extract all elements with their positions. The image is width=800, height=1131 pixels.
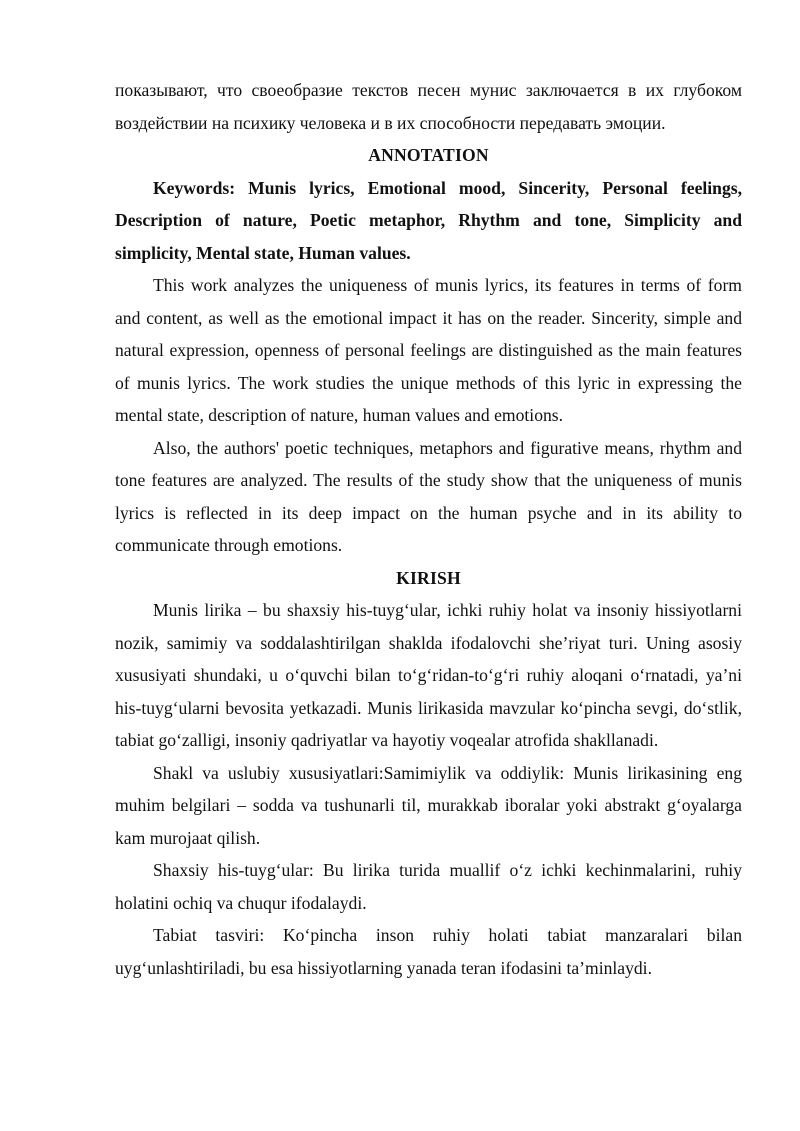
kirish-paragraph-3: Shaxsiy his-tuyg‘ular: Bu lirika turida muallif o‘z ichki kechinmalarini, ruhiy holatini ochiq va chuqur ifodalaydi. — [115, 860, 742, 913]
annotation-paragraph-1: This work analyzes the uniqueness of munis lyrics, its features in terms of form and content, as well as the emotional impact it has on the reader. Sincerity, simple and natural expression, openness of personal feelings are distinguished as the main features of munis lyrics. The work studies the unique methods of this lyric in expressing the mental state, description of nature, human values and emotions. — [115, 275, 742, 425]
kirish-paragraph-2: Shakl va uslubiy xususiyatlari:Samimiylik va oddiylik: Munis lirikasining eng muhim belgilari – sodda va tushunarli til, murakkab iboralar yoki abstrakt g‘oyalarga kam murojaat qilish. — [115, 762, 742, 848]
annotation-heading: ANNOTATION — [368, 145, 489, 165]
annotation-paragraph-2: Also, the authors' poetic techniques, metaphors and figurative means, rhythm and tone features are analyzed. The results of the study show that the uniqueness of munis lyrics is reflected in its deep impact on the human psyche and in its ability to communicate through emotions. — [115, 437, 742, 555]
kirish-heading: KIRISH — [396, 567, 461, 588]
kirish-paragraph-4: Tabiat tasviri: Ko‘pincha inson ruhiy holati tabiat manzaralari bilan uyg‘unlashtiriladi, bu esa hissiyotlarning yanada teran ifodasini ta’minlaydi. — [115, 925, 742, 978]
page-content — [115, 74, 742, 984]
intro-paragraph: показывают, что своеобразие текстов песен мунис заключается в их глубоком воздействии на психику человека и в их способности передавать эмоции. — [115, 80, 742, 133]
keywords-paragraph: Keywords: Munis lyrics, Emotional mood, Sincerity, Personal feelings, Description of nature, Poetic metaphor, Rhythm and tone, Simplicity and simplicity, Mental state, Human values. — [115, 177, 742, 263]
kirish-paragraph-1: Munis lirika – bu shaxsiy his-tuyg‘ular, ichki ruhiy holat va insoniy hissiyotlarni nozik, samimiy va soddalashtirilgan shaklda ifodalovchi she’riyat turi. Uning asosiy xususiyati shundaki, u o‘quvchi bilan to‘g‘ridan-to‘g‘ri ruhiy aloqani o‘rnatadi, ya’ni his-tuyg‘ularni bevosita yetkazadi. Munis lirikasida mavzular ko‘pincha sevgi, do‘stlik, tabiat go‘zalligi, insoniy qadriyatlar va hayotiy voqealar atrofida shakllanadi. — [115, 600, 742, 750]
